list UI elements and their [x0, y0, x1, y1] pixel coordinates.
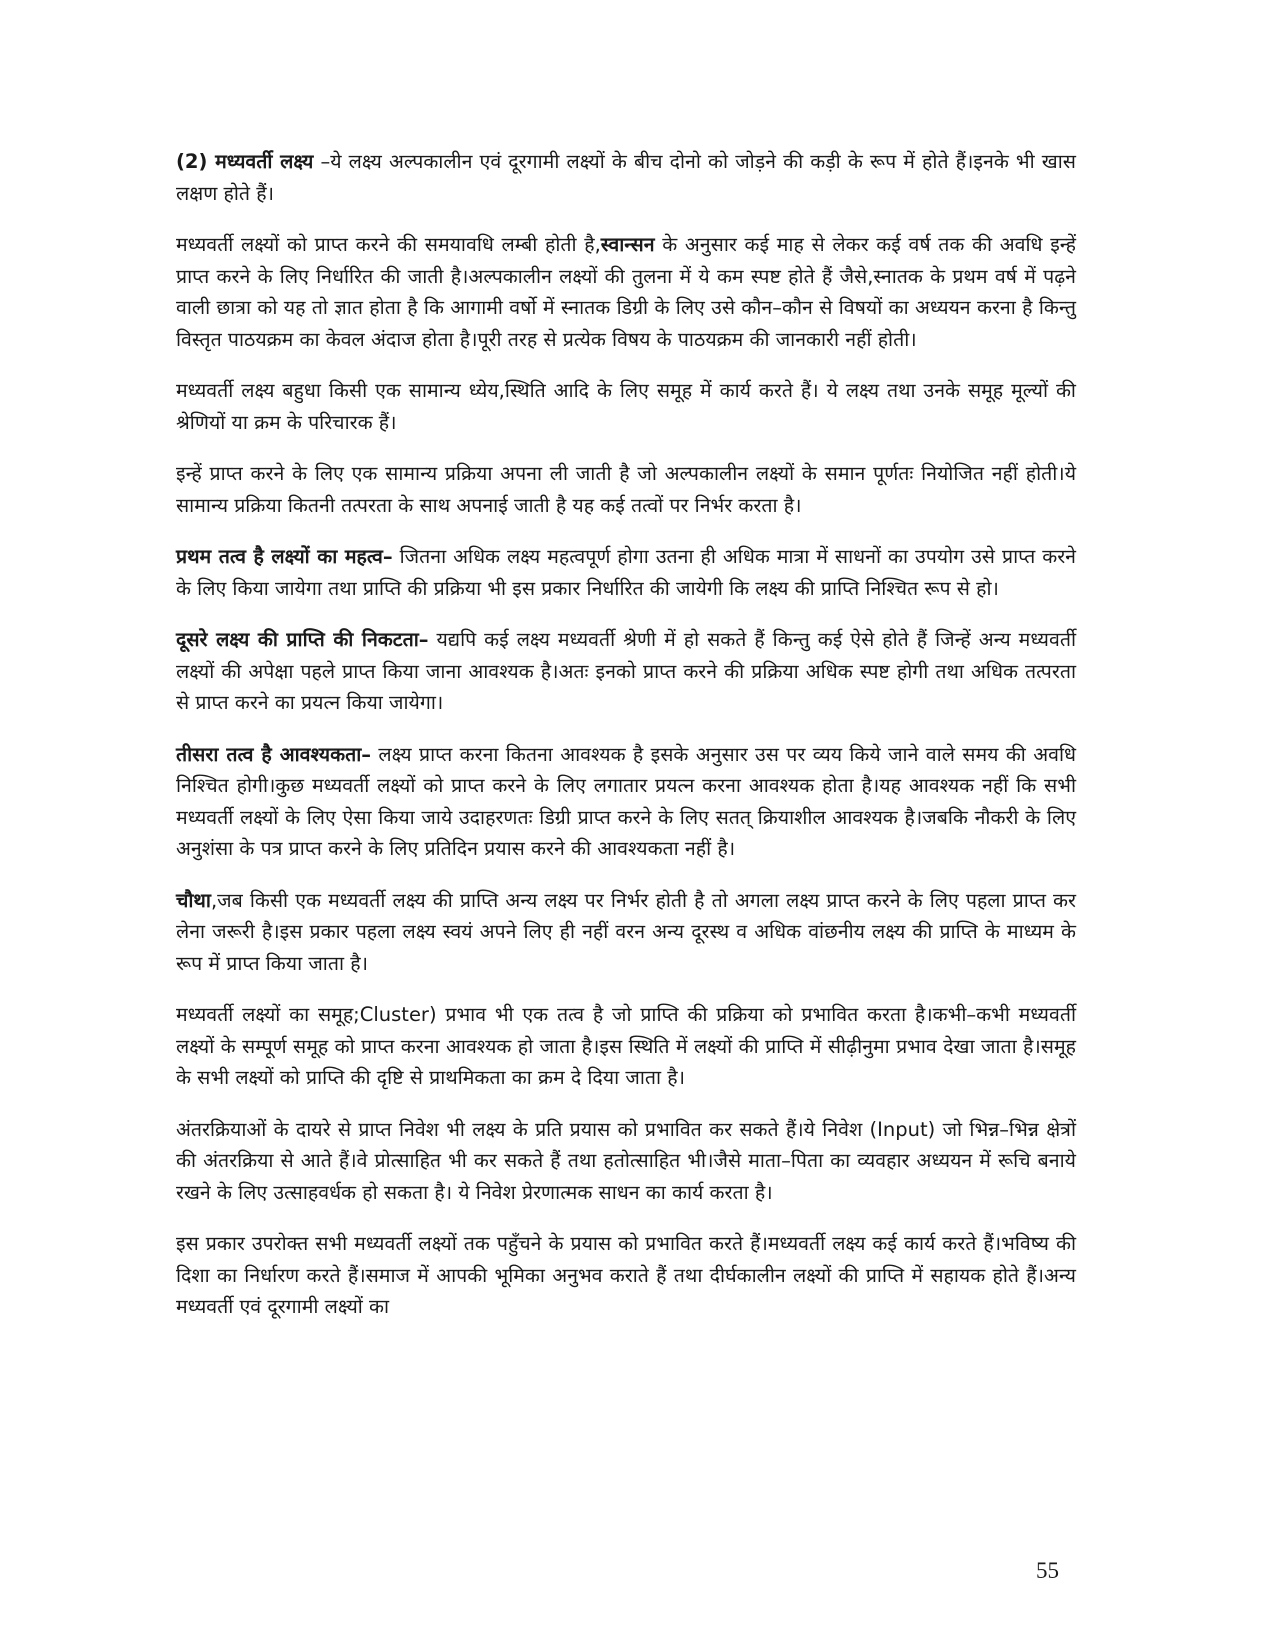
paragraph-8-text: ,जब किसी एक मध्यवर्ती लक्ष्य की प्राप्ति अन्य लक्ष्य पर निर्भर होती है तो अगला लक्ष्य प्राप्त करने के लिए पहला प्राप्त कर लेना जरूरी है।इस प्रकार पहला लक्ष्य स्वयं अपने लिए ही नहीं वरन अन्य दूरस्थ व अधिक वांछनीय लक्ष्य की प्राप्ति के माध्यम के रूप में प्राप्त किया जाता है।: [176, 888, 1076, 975]
paragraph-4: [176, 458, 1076, 521]
paragraph-2-text: के अनुसार कई माह से लेकर कई वर्ष तक की अवधि इन्हें प्राप्त करने के लिए निर्धारित की जाती है।अल्पकालीन लक्ष्यों की तुलना में ये कम स्पष्ट होते हैं जैसे,स्नातक के प्रथम वर्ष में पढ़ने वाली छात्रा को यह तो ज्ञात होता है कि आगामी वर्षो में स्नातक डिग्री के लिए उसे कौन–कौन से विषयों का अध्ययन करना है किन्तु विस्तृत पाठयक्रम का केवल अंदाज होता है।पूरी तरह से प्रत्येक विषय के पाठयक्रम की जानकारी नहीं होती।: [176, 233, 1076, 351]
page-number: 55: [1036, 1558, 1059, 1583]
paragraph-9-text: मध्यवर्ती लक्ष्यों का समूह;Cluster) प्रभाव भी एक तत्व है जो प्राप्ति की प्रक्रिया को प्रभावित करता है।कभी–कभी मध्यवर्ती लक्ष्यों के सम्पूर्ण समूह को प्राप्त करना आवश्यक हो जाता है।इस स्थिति में लक्ष्यों की प्राप्ति में सीढ़ीनुमा प्रभाव देखा जाता है।समूह के सभी लक्ष्यों को प्राप्ति की दृष्टि से प्राथमिकता का क्रम दे दिया जाता है।: [176, 1003, 1076, 1089]
heading-first-element: प्रथम तत्व है लक्ष्यों का महत्व–: [176, 545, 393, 568]
paragraph-5: [176, 541, 1076, 604]
author-swanson: स्वान्सन: [600, 233, 655, 256]
paragraph-1: [176, 146, 1076, 209]
paragraph-3: [176, 375, 1076, 438]
body-text: [176, 146, 1076, 1343]
paragraph-9: [176, 999, 1076, 1094]
heading-third-element: तीसरा तत्व है आवश्यकता–: [176, 742, 372, 766]
paragraph-2: [176, 229, 1076, 355]
paragraph-4-text: इन्हें प्राप्त करने के लिए एक सामान्य प्रक्रिया अपना ली जाती है जो अल्पकालीन लक्ष्यों के समान पूर्णतः नियोजित नहीं होती।ये सामान्य प्रक्रिया कितनी तत्परता के साथ अपनाई जाती है यह कई तत्वों पर निर्भर करता है।: [176, 462, 1076, 517]
paragraph-8: [176, 885, 1076, 980]
heading-intermediate-goals: (2) मध्यवर्ती लक्ष्य: [176, 150, 314, 173]
paragraph-2-lead: मध्यवर्ती लक्ष्यों को प्राप्त करने की समयावधि लम्बी होती है,: [176, 233, 601, 256]
heading-fourth-element: चौथा: [176, 888, 211, 912]
paragraph-5-text: जितना अधिक लक्ष्य महत्वपूर्ण होगा उतना ही अधिक मात्रा में साधनों का उपयोग उसे प्राप्त करने के लिए किया जायेगा तथा प्राप्ति की प्रक्रिया भी इस प्रकार निर्धारित की जायेगी कि लक्ष्य की प्राप्ति निश्चित रूप से हो।: [176, 545, 1076, 600]
paragraph-11-text: इस प्रकार उपरोक्त सभी मध्यवर्ती लक्ष्यों तक पहुँचने के प्रयास को प्रभावित करते हैं।मध्यवर्ती लक्ष्य कई कार्य करते हैं।भविष्य की दिशा का निर्धारण करते हैं।समाज में आपकी भूमिका अनुभव कराते हैं तथा दीर्घकालीन लक्ष्यों की प्राप्ति में सहायक होते हैं।अन्य मध्यवर्ती एवं दूरगामी लक्ष्यों का: [176, 1232, 1077, 1318]
paragraph-3-text: मध्यवर्ती लक्ष्य बहुधा किसी एक सामान्य ध्येय,स्थिति आदि के लिए समूह में कार्य करते हैं। ये लक्ष्य तथा उनके समूह मूल्यों की श्रेणियों या क्रम के परिचारक हैं।: [176, 379, 1076, 434]
paragraph-7: [176, 739, 1076, 865]
paragraph-10: [176, 1114, 1076, 1209]
paragraph-10-text: अंतरक्रियाओं के दायरे से प्राप्त निवेश भी लक्ष्य के प्रति प्रयास को प्रभावित कर सकते हैं।ये निवेश (Input) जो भिन्न–भिन्न क्षेत्रों की अंतरक्रिया से आते हैं।वे प्रोत्साहित भी कर सकते हैं तथा हतोत्साहित भी।जैसे माता–पिता का व्यवहार अध्ययन में रूचि बनाये रखने के लिए उत्साहवर्धक हो सकता है। ये निवेश प्रेरणात्मक साधन का कार्य करता है।: [176, 1117, 1076, 1204]
paragraph-6-text: यद्यपि कई लक्ष्य मध्यवर्ती श्रेणी में हो सकते हैं किन्तु कई ऐसे होते हैं जिन्हें अन्य मध्यवर्ती लक्ष्यों की अपेक्षा पहले प्राप्त किया जाना आवश्यक है।अतः इनको प्राप्त करने की प्रक्रिया अधिक स्पष्ट होगी तथा अधिक तत्परता से प्राप्त करने का प्रयत्न किया जायेगा।: [176, 628, 1076, 714]
paragraph-11: [176, 1228, 1076, 1323]
paragraph-7-text: लक्ष्य प्राप्त करना कितना आवश्यक है इसके अनुसार उस पर व्यय किये जाने वाले समय की अवधि निश्चित होगी।कुछ मध्यवर्ती लक्ष्यों को प्राप्त करने के लिए लगातार प्रयत्न करना आवश्यक होता है।यह आवश्यक नहीं कि सभी मध्यवर्ती लक्ष्यों के लिए ऐसा किया जाये उदाहरणतः डिग्री प्राप्त करने के लिए सतत् क्रियाशील आवश्यक है।जबकि नौकरी के लिए अनुशंसा के पत्र प्राप्त करने के लिए प्रतिदिन प्रयास करने की आवश्यकता नहीं है।: [176, 742, 1077, 860]
paragraph-6: [176, 624, 1076, 719]
heading-second-element: दूसरे लक्ष्य की प्राप्ति की निकटता–: [176, 628, 429, 651]
paragraph-1-text: –ये लक्ष्य अल्पकालीन एवं दूरगामी लक्ष्यों के बीच दोनो को जोड़ने की कड़ी के रूप में होते हैं।इनके भी खास लक्षण होते हैं।: [176, 150, 1076, 205]
